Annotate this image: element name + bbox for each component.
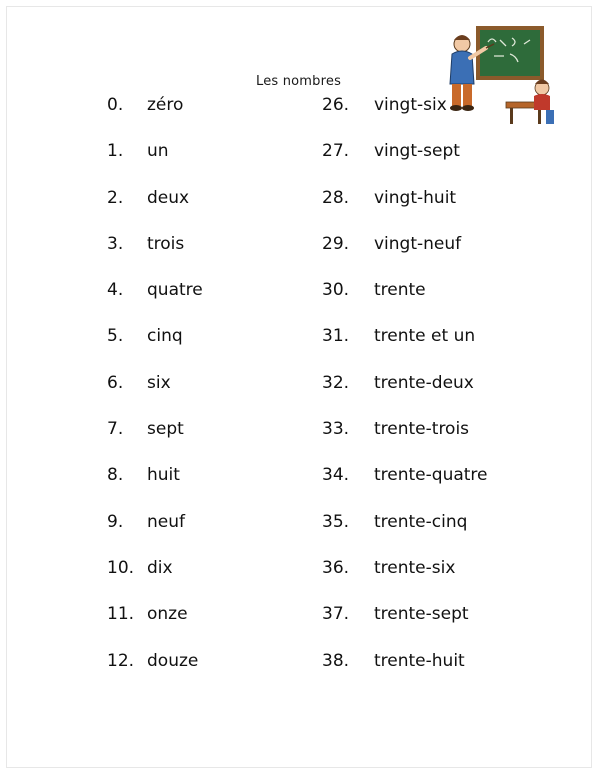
number-label: 7. [107,419,124,440]
number-label: 31. [322,326,350,347]
number-label: 6. [107,372,124,393]
number-row [322,418,488,464]
number-word: trente-cinq [374,511,468,532]
number-row [107,140,203,186]
number-word: onze [147,604,188,625]
number-row [107,650,203,696]
number-word: trente [374,280,426,301]
desk-leg [538,108,541,124]
number-word: trente-deux [374,372,474,393]
number-word: trente-quatre [374,465,488,486]
number-row [107,279,203,325]
number-row [322,140,488,186]
number-word: deux [147,187,190,208]
number-row [107,372,203,418]
numbers-right-column [322,94,488,696]
number-row [107,603,203,649]
number-row [322,511,488,557]
number-label: 26. [322,95,350,115]
number-word: trente-six [374,557,456,578]
number-word: douze [147,650,199,671]
number-label: 27. [322,141,350,162]
teacher-shoe [462,105,474,111]
number-label: 11. [107,604,135,625]
teacher-shoe [450,105,462,111]
number-word: vingt-neuf [374,233,462,254]
number-label: 38. [322,650,350,671]
number-word: trente et un [374,326,476,347]
number-row [322,464,488,510]
number-label: 36. [322,557,350,578]
desk-leg [510,108,513,124]
number-label: 10. [107,557,135,578]
number-word: neuf [147,511,185,532]
number-row [322,603,488,649]
number-word: dix [147,557,173,578]
number-row [322,279,488,325]
number-row [322,557,488,603]
number-row [107,418,203,464]
chalkboard [480,30,540,76]
number-label: 37. [322,604,350,625]
number-word: trente-huit [374,650,465,671]
number-row [107,233,203,279]
teacher-leg-right [463,84,472,106]
number-row [107,511,203,557]
number-label: 29. [322,233,350,254]
number-row [322,187,488,233]
teacher-chalkboard-icon [438,20,558,132]
teacher-leg-left [452,84,461,106]
number-row [107,325,203,371]
number-label: 34. [322,465,350,486]
number-label: 9. [107,511,124,532]
number-word: trois [147,233,185,254]
number-word: vingt-six [374,95,447,115]
number-word: trente-trois [374,419,470,440]
number-label: 28. [322,187,350,208]
number-label: 30. [322,280,350,301]
number-word: vingt-sept [374,141,460,162]
number-label: 2. [107,187,124,208]
number-word: trente-sept [374,604,469,625]
number-label: 1. [107,141,124,162]
number-word: quatre [147,280,203,301]
number-row [107,187,203,233]
number-label: 8. [107,465,124,486]
number-label: 5. [107,326,124,347]
student-shirt [534,94,550,110]
number-label: 35. [322,511,350,532]
number-word: six [147,372,171,393]
number-label: 3. [107,233,124,254]
number-label: 33. [322,419,350,440]
teacher-hair [454,35,470,40]
number-word: sept [147,419,184,440]
number-label: 12. [107,650,135,671]
number-row [322,325,488,371]
number-row [107,94,203,140]
number-row [322,650,488,696]
number-row [107,464,203,510]
page-title: Les nombres [256,74,342,89]
number-word: vingt-huit [374,187,457,208]
number-word: huit [147,465,180,486]
number-row [107,557,203,603]
number-label: 0. [107,95,124,115]
number-word: zéro [147,95,184,115]
numbers-left-column [107,94,203,696]
number-word: un [147,141,169,162]
number-row [322,233,488,279]
number-label: 32. [322,372,350,393]
student-chair [546,110,554,124]
number-row [322,372,488,418]
number-word: cinq [147,326,183,347]
student-hair [535,80,549,85]
number-label: 4. [107,280,124,301]
